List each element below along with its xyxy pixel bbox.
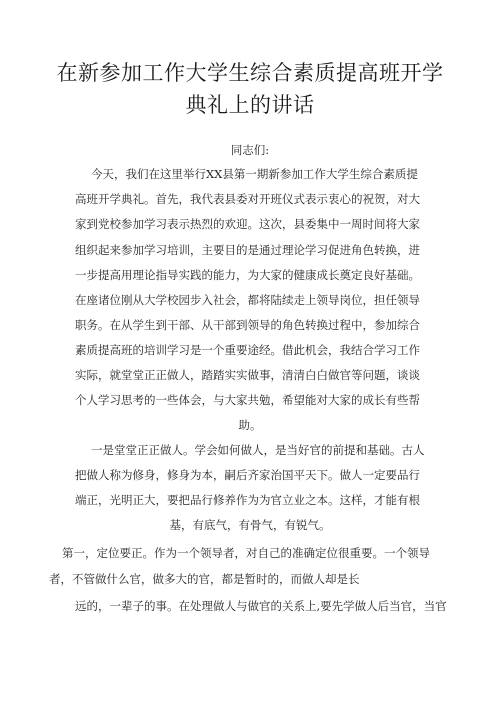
body-line: 实际，就堂堂正正做人，踏踏实实做事，清清白白做官等问题，谈谈: [75, 368, 420, 382]
body-line: 一是堂堂正正做人。学会如何做人，是当好官的前提和基础。古人: [91, 443, 425, 457]
body-line: 素质提高班的培训学习是一个重要途经。借此机会，我结合学习工作: [75, 343, 420, 357]
body-line: 在座诸位刚从大学校园步入社会，都将陆续走上领导岗位，担任领导: [75, 293, 420, 307]
body-line: 职务。在从学生到干部、从干部到领导的角色转换过程中，参加综合: [75, 318, 420, 332]
body-line: 远的，一辈子的事。在处理做人与做官的关系上,要先学做人后当官，当官: [75, 599, 447, 613]
body-line: 者，不管做什么官，做多大的官，都是暂时的，而做人却是长: [49, 572, 360, 586]
body-line: 组织起来参加学习培训，主要目的是通过理论学习促进角色转换，进: [75, 243, 420, 257]
body-line: 助。: [238, 418, 262, 432]
body-line: 高班开学典礼。首先，我代表县委对开班仪式表示衷心的祝贺，对大: [75, 192, 420, 206]
body-line: 第一，定位要正。作为一个领导者，对自己的准确定位很重要。一个领导: [62, 546, 430, 560]
body-line: 基，有底气，有骨气，有锐气。: [169, 518, 331, 532]
body-line: 一步提高用理论指导实践的能力，为大家的健康成长奠定良好基础。: [75, 268, 420, 282]
document-title-line-2: 典礼上的讲话: [185, 93, 315, 117]
body-line: 今天，我们在这里举行XX县第一期新参加工作大学生综合素质提: [91, 167, 418, 181]
body-line: 家到党校参加学习表示热烈的欢迎。这次，县委集中一周时间将大家: [75, 217, 420, 231]
body-line: 个人学习思考的一些体会，与大家共勉，希望能对大家的成长有些帮: [75, 393, 420, 407]
body-line: 端正，光明正大，要把品行修养作为为官立业之本。这样，才能有根: [75, 493, 420, 507]
document-title-line-1: 在新参加工作大学生综合素质提高班开学: [56, 61, 444, 85]
body-line: 把做人称为修身，修身为本，嗣后齐家治国平天下。做人一定要品行: [75, 468, 420, 482]
salutation: 同志们:: [230, 143, 270, 157]
